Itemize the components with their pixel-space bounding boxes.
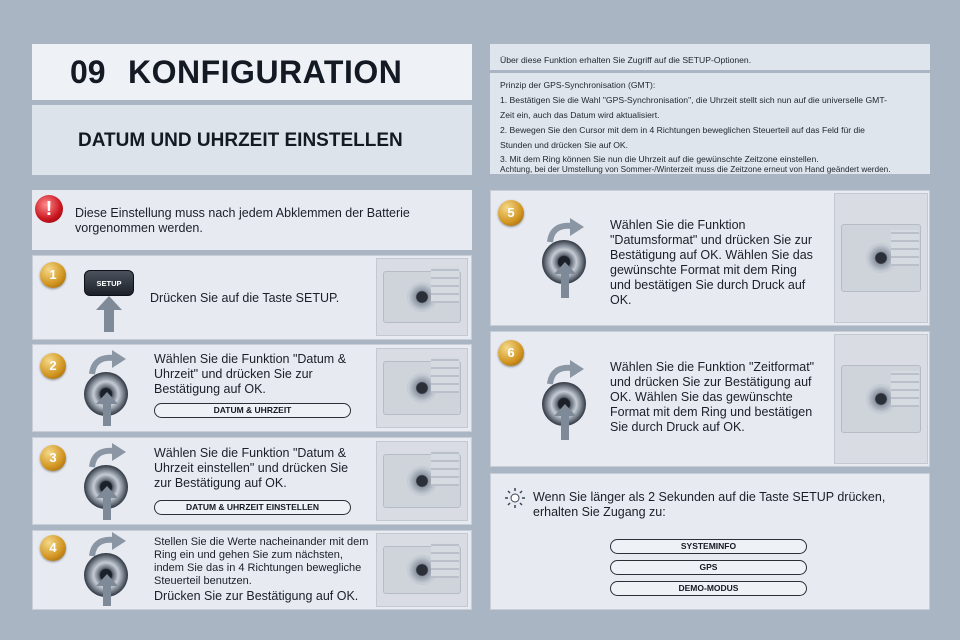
step-badge: 4 — [40, 535, 66, 561]
step-4-text: Stellen Sie die Werte nacheinander mit dem Ring ein und gehen Sie zum nächsten, indem Sie das in 4 Richtungen bewegliche Steuerteil benutzen. — [154, 536, 369, 587]
step-badge: 2 — [40, 353, 66, 379]
step-2-text: Wählen Sie die Funktion "Datum & Uhrzeit" und drücken Sie zur Bestätigung auf OK. — [154, 352, 347, 396]
warning-icon: ! — [35, 195, 63, 223]
menu-option-gps: GPS — [610, 560, 807, 575]
info-line: Stunden und drücken Sie auf OK. — [500, 140, 629, 150]
step-1-text: Drücken Sie auf die Taste SETUP. — [150, 291, 340, 305]
info-gps-heading: Prinzip der GPS-Synchronisation (GMT): — [500, 80, 656, 90]
setup-button: SETUP — [84, 270, 134, 296]
arrow-up-icon — [554, 404, 576, 440]
tip-text: Wenn Sie länger als 2 Sekunden auf die Taste SETUP drücken, erhalten Sie Zugang zu: — [533, 490, 886, 519]
radio-device-image — [376, 533, 468, 607]
page-title: KONFIGURATION — [128, 54, 403, 90]
step-5-text: Wählen Sie die Funktion "Datumsformat" und drücken Sie zur Bestätigung auf OK. Wählen Sie das gewünschte Format mit dem Ring und bestätigen Sie durch Druck auf OK. — [610, 218, 813, 307]
chapter-number: 09 — [70, 54, 106, 90]
step-badge: 6 — [498, 340, 524, 366]
radio-device-image — [376, 258, 468, 336]
info-line: 1. Bestätigen Sie die Wahl "GPS-Synchronisation", die Uhrzeit stellt sich nun auf die universelle GMT- — [500, 95, 887, 105]
info-line: Zeit ein, auch das Datum wird aktualisiert. — [500, 110, 660, 120]
arrow-up-icon — [96, 296, 122, 332]
step-badge: 1 — [40, 262, 66, 288]
step-badge: 3 — [40, 445, 66, 471]
sun-icon — [504, 487, 526, 509]
arrow-up-icon — [96, 574, 118, 606]
step-6-text: Wählen Sie die Funktion "Zeitformat" und drücken Sie zur Bestätigung auf OK. Wählen Sie das gewünschte Format mit dem Ring und bestätigen Sie durch Druck auf OK. — [610, 360, 815, 434]
radio-device-image — [834, 193, 928, 323]
menu-option-pill: DATUM & UHRZEIT — [154, 403, 351, 418]
step-4-confirm-text: Drücken Sie zur Bestätigung auf OK. — [154, 589, 359, 603]
info-line: 2. Bewegen Sie den Cursor mit dem in 4 Richtungen beweglichen Steuerteil auf das Feld für die — [500, 125, 865, 135]
info-line: 3. Mit dem Ring können Sie nun die Uhrzeit auf die gewünschte Zeitzone einstellen. — [500, 154, 819, 164]
menu-option-systeminfo: SYSTEMINFO — [610, 539, 807, 554]
info-line: Achtung, bei der Umstellung von Sommer-/Winterzeit muss die Zeitzone erneut von Hand geändert werden. — [500, 165, 891, 174]
menu-option-pill: DATUM & UHRZEIT EINSTELLEN — [154, 500, 351, 515]
arrow-up-icon — [96, 392, 118, 426]
arrow-up-icon — [554, 262, 576, 298]
info-intro: Über diese Funktion erhalten Sie Zugriff auf die SETUP-Optionen. — [500, 55, 752, 65]
section-title: DATUM UND UHRZEIT EINSTELLEN — [78, 130, 403, 151]
info-divider — [490, 70, 930, 73]
warning-text: Diese Einstellung muss nach jedem Abklemmen der Batterie vorgenommen werden. — [75, 206, 410, 235]
radio-device-image — [376, 348, 468, 428]
radio-device-image — [834, 334, 928, 464]
menu-option-demo-modus: DEMO-MODUS — [610, 581, 807, 596]
step-3-text: Wählen Sie die Funktion "Datum & Uhrzeit einstellen" und drücken Sie zur Bestätigung auf OK. — [154, 446, 349, 490]
arrow-up-icon — [96, 486, 118, 520]
radio-device-image — [376, 441, 468, 521]
step-badge: 5 — [498, 200, 524, 226]
